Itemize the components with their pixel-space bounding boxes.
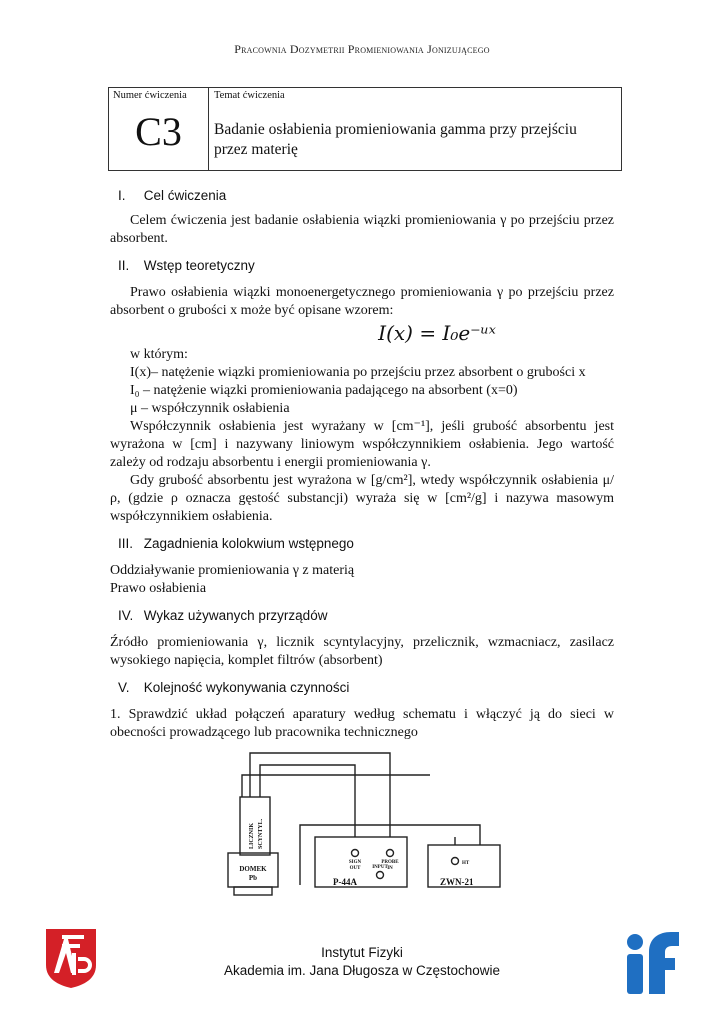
section-2-paragraph-2: Gdy grubość absorbentu jest wyrażona w [g/cm²], wtedy współczynnik osłabienia μ/ρ, (gdzie ρ oznacza gęstość substancji) wyraża się w [cm²/g] i nazywa masowym współczynnikiem osłabienia. <box>110 473 614 524</box>
section-heading-1: I. Cel ćwiczenia <box>118 188 227 203</box>
section-3-line-2: Prawo osłabienia <box>110 581 207 596</box>
probe-in-label-2: IN <box>387 866 393 871</box>
domek-label-2: Pb <box>248 874 258 882</box>
exercise-topic-cell <box>209 88 621 170</box>
probe-in-label-1: PROBE <box>381 860 399 865</box>
counter-label-2: SCYNTYL. <box>258 818 264 849</box>
exercise-number-cell <box>109 88 209 170</box>
section-heading-5: V. Kolejność wykonywania czynności <box>118 680 350 695</box>
topic-label: Temat ćwiczenia <box>214 90 285 101</box>
footer-institute: Instytut Fizyki <box>321 945 403 960</box>
page-header: Pracownia Dozymetrii Promieniowania Jonizującego <box>234 42 490 56</box>
footer-academy: Akademia im. Jana Długosza w Częstochowie <box>223 963 501 978</box>
section-2-intro: Prawo osłabienia wiązki monoenergetycznego promieniowania γ po przejściu przez absorbent o grubości x może być opisane wzorem: <box>110 285 614 318</box>
p44a-label: P-44A <box>333 877 357 887</box>
section-heading-3: III. Zagadnienia kolokwium wstępnego <box>118 536 354 551</box>
definition-ix: I(x)– natężenie wiązki promieniowania po przejściu przez absorbent o grubości x <box>130 365 586 380</box>
section-heading-4: IV. Wykaz używanych przyrządów <box>118 608 328 623</box>
section-3-line-1: Oddziaływanie promieniowania γ z materią <box>110 563 355 578</box>
exercise-topic: Badanie osłabienia promieniowania gamma przy przejściu przez materię <box>214 121 577 158</box>
page-footer <box>0 944 724 980</box>
input-label: INPUT <box>372 865 388 870</box>
section-2-paragraph-1: Współczynnik osłabienia jest wyrażany w [cm⁻¹], jeśli grubość absorbentu jest wyrażona w [cm] i nazywany liniowym współczynnikiem osłabienia. Jego wartość zależy od rodzaju absorbentu i energii promieniowania γ. <box>110 419 614 470</box>
definition-i0: I₀ – natężenie wiązki promieniowania padającego na absorbent (x=0) <box>130 383 518 398</box>
number-label: Numer ćwiczenia <box>113 90 187 101</box>
section-4-body: Źródło promieniowania γ, licznik scyntylacyjny, przelicznik, wzmacniacz, zasilacz wysokiego napięcia, komplet filtrów (absorbent) <box>110 635 614 668</box>
attenuation-formula: I(x) = I₀e⁻ᵘˣ <box>378 321 496 345</box>
sign-out-label-2: OUT <box>349 866 361 871</box>
document-body <box>110 187 614 742</box>
where-label: w którym: <box>130 347 188 362</box>
counter-label-1: LICZNIK <box>249 822 255 849</box>
section-1-body: Celem ćwiczenia jest badanie osłabienia wiązki promieniowania γ po przejściu przez absorbent. <box>110 213 614 246</box>
domek-label-1: DOMEK <box>239 865 267 873</box>
definition-mu: μ – współczynnik osłabienia <box>130 401 290 416</box>
zwn21-label: ZWN-21 <box>440 877 474 887</box>
connection-diagram <box>200 745 540 900</box>
exercise-code: C3 <box>135 109 182 154</box>
section-heading-2: II. Wstęp teoretyczny <box>118 258 255 273</box>
section-5-step-1: 1. Sprawdzić układ połączeń aparatury według schematu i włączyć ją do sieci w obecności prowadzącego lub pracownika technicznego <box>110 707 614 740</box>
exercise-table <box>108 87 622 171</box>
sign-out-label-1: SIGN <box>348 860 362 865</box>
ht-label: HT <box>462 861 470 866</box>
